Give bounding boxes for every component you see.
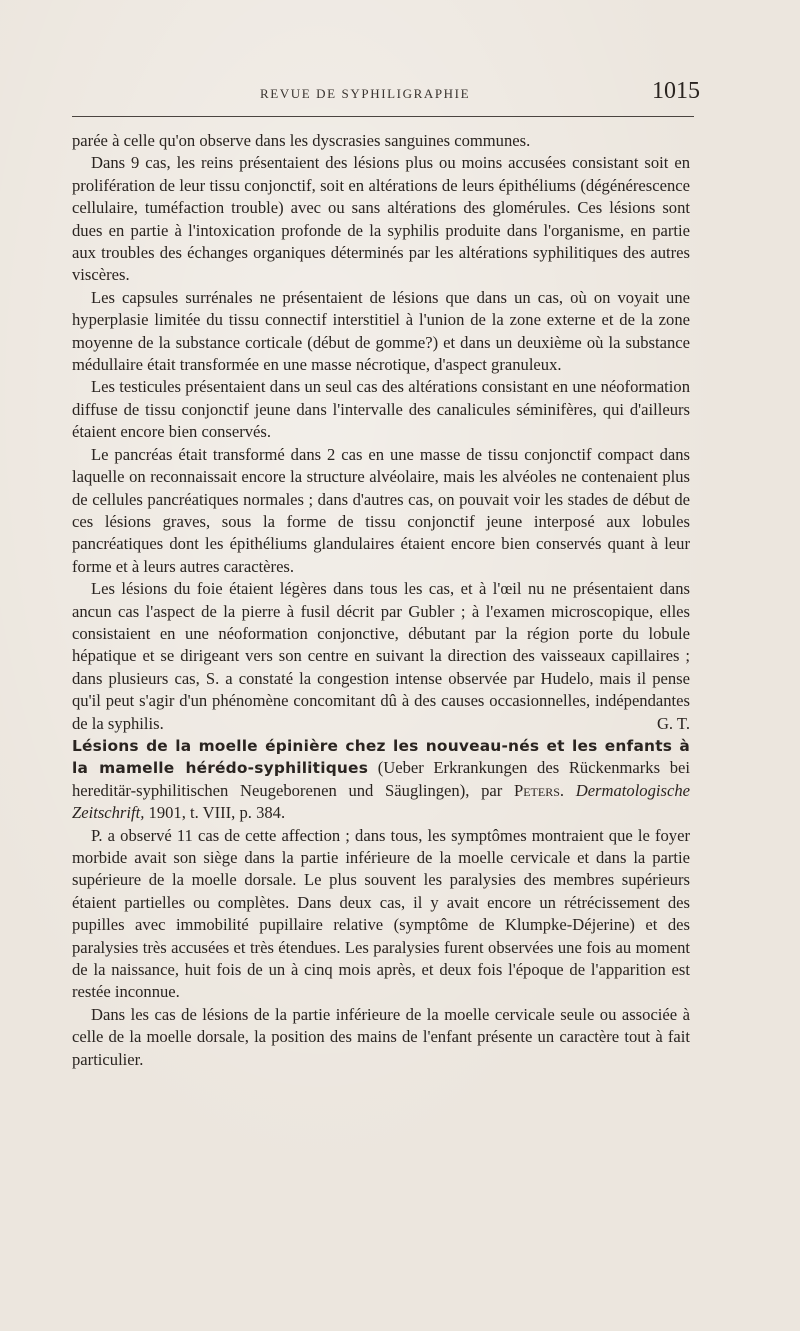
section-journal: Dermatologische Zeitschrift, (72, 780, 690, 823)
running-title: REVUE DE SYPHILIGRAPHIE (260, 86, 471, 101)
page-header (72, 78, 700, 108)
paragraph-observations: P. a observé 11 cas de cette affection ; dans tous, les symptômes montraient que le foyer morbide avait son siège dans la partie inférieure de la moelle cervicale et dans la partie supérieure de la moelle dorsale. Le plus souvent les paralysies des membres supérieurs étaient partielles ou complètes. Dans deux cas, il y avait encore un rétrécissement des pupilles avec immobilité pupillaire relative (symptôme de Klumpke-Déjerine) et des paralysies très accusées et très étendues. Les paralysies furent observées une fois au moment de la naissance, huit fois de un à cinq mois après, et deux fois l'époque de l'apparition est restée inconnue. (72, 825, 690, 1002)
paragraph-foie-text: Les lésions du foie étaient légères dans tous les cas, et à l'œil nu ne présentaient dans ancun cas l'aspect de la pierre à fusil décrit par Gubler ; à l'examen microscopique, elles consistaient en une néoformation conjonctive, débutant par la région porte du lobule hépatique et se dirigeant vers son centre en suivant la direction des vaisseaux capillaires ; dans plusieurs cas, S. a constaté la congestion intense observée par Hudelo, mais il pense qu'il peut s'agir d'un phénomène concomitant dû à des causes occasionnelles, indépendantes de la syphilis. (72, 579, 690, 733)
paragraph-reins: Dans 9 cas, les reins présentaient des lésions plus ou moins accusées consistant soit en prolifération de leur tissu conjonctif, soit en altérations de leurs épithéliums (dégénérescence cellulaire, tuméfaction trouble) avec ou sans altérations des glomérules. Ces lésions sont dues en partie à l'intoxication profonde de la syphilis produite dans l'organisme, en partie aux troubles des échanges organiques déterminés par les altérations syphilitiques des autres viscères. (72, 153, 690, 285)
paragraph-pancreas: Le pancréas était transformé dans 2 cas en une masse de tissu conjonctif compact dans laquelle on reconnaissait encore la structure alvéolaire, mais les alvéoles ne contenaient plus de cellules pancréatiques normales ; dans d'autres cas, on pouvait voir les stades de début de ces lésions graves, sous la forme de tissu conjonctif jeune interposé aux lobules pancréatiques dont les épithéliums glandulaires étaient encore bien conservés quant à leur forme et à leurs autres caractères. (72, 444, 690, 576)
section-citation-1: (Ueber Erkrankungen des Rückenmarks bei hereditär-syphilitischen Neugeborenen und Säuglingen), par (72, 758, 690, 800)
section-author: Peters. (513, 780, 565, 800)
paragraph-continued: parée à celle qu'on observe dans les dyscrasies sanguines communes. (72, 131, 531, 150)
section-title: Lésions de la moelle épinière chez les nouveau-nés et les enfants à la mamelle hérédo-syphilitiques (72, 736, 690, 778)
article-body (72, 130, 690, 1071)
paragraph-mains: Dans les cas de lésions de la partie inférieure de la moelle cervicale seule ou associée à celle de la moelle dorsale, la position des mains de l'enfant présente un caractère tout à fait particulier. (72, 1004, 690, 1069)
paragraph-testicules: Les testicules présentaient dans un seul cas des altérations consistant en une néoformation diffuse de tissu conjonctif jeune dans l'intervalle des canalicules séminifères, qui d'ailleurs étaient encore bien conservés. (72, 377, 690, 442)
page-number: 1015 (652, 78, 700, 104)
section-citation-2: 1901, t. VIII, p. 384. (144, 803, 286, 823)
paragraph-capsules: Les capsules surrénales ne présentaient de lésions que dans un cas, où on voyait une hyperplasie limitée du tissu connectif interstitiel à l'union de la zone externe et de la zone moyenne de la substance corticale (début de gomme?) et dans un deuxième où la substance médullaire était transformée en une masse nécrotique, d'aspect granuleux. (72, 287, 690, 375)
paragraph-foie (72, 578, 690, 735)
header-rule (72, 116, 694, 117)
section-heading (72, 735, 690, 825)
author-signature: G. T. (656, 713, 690, 733)
